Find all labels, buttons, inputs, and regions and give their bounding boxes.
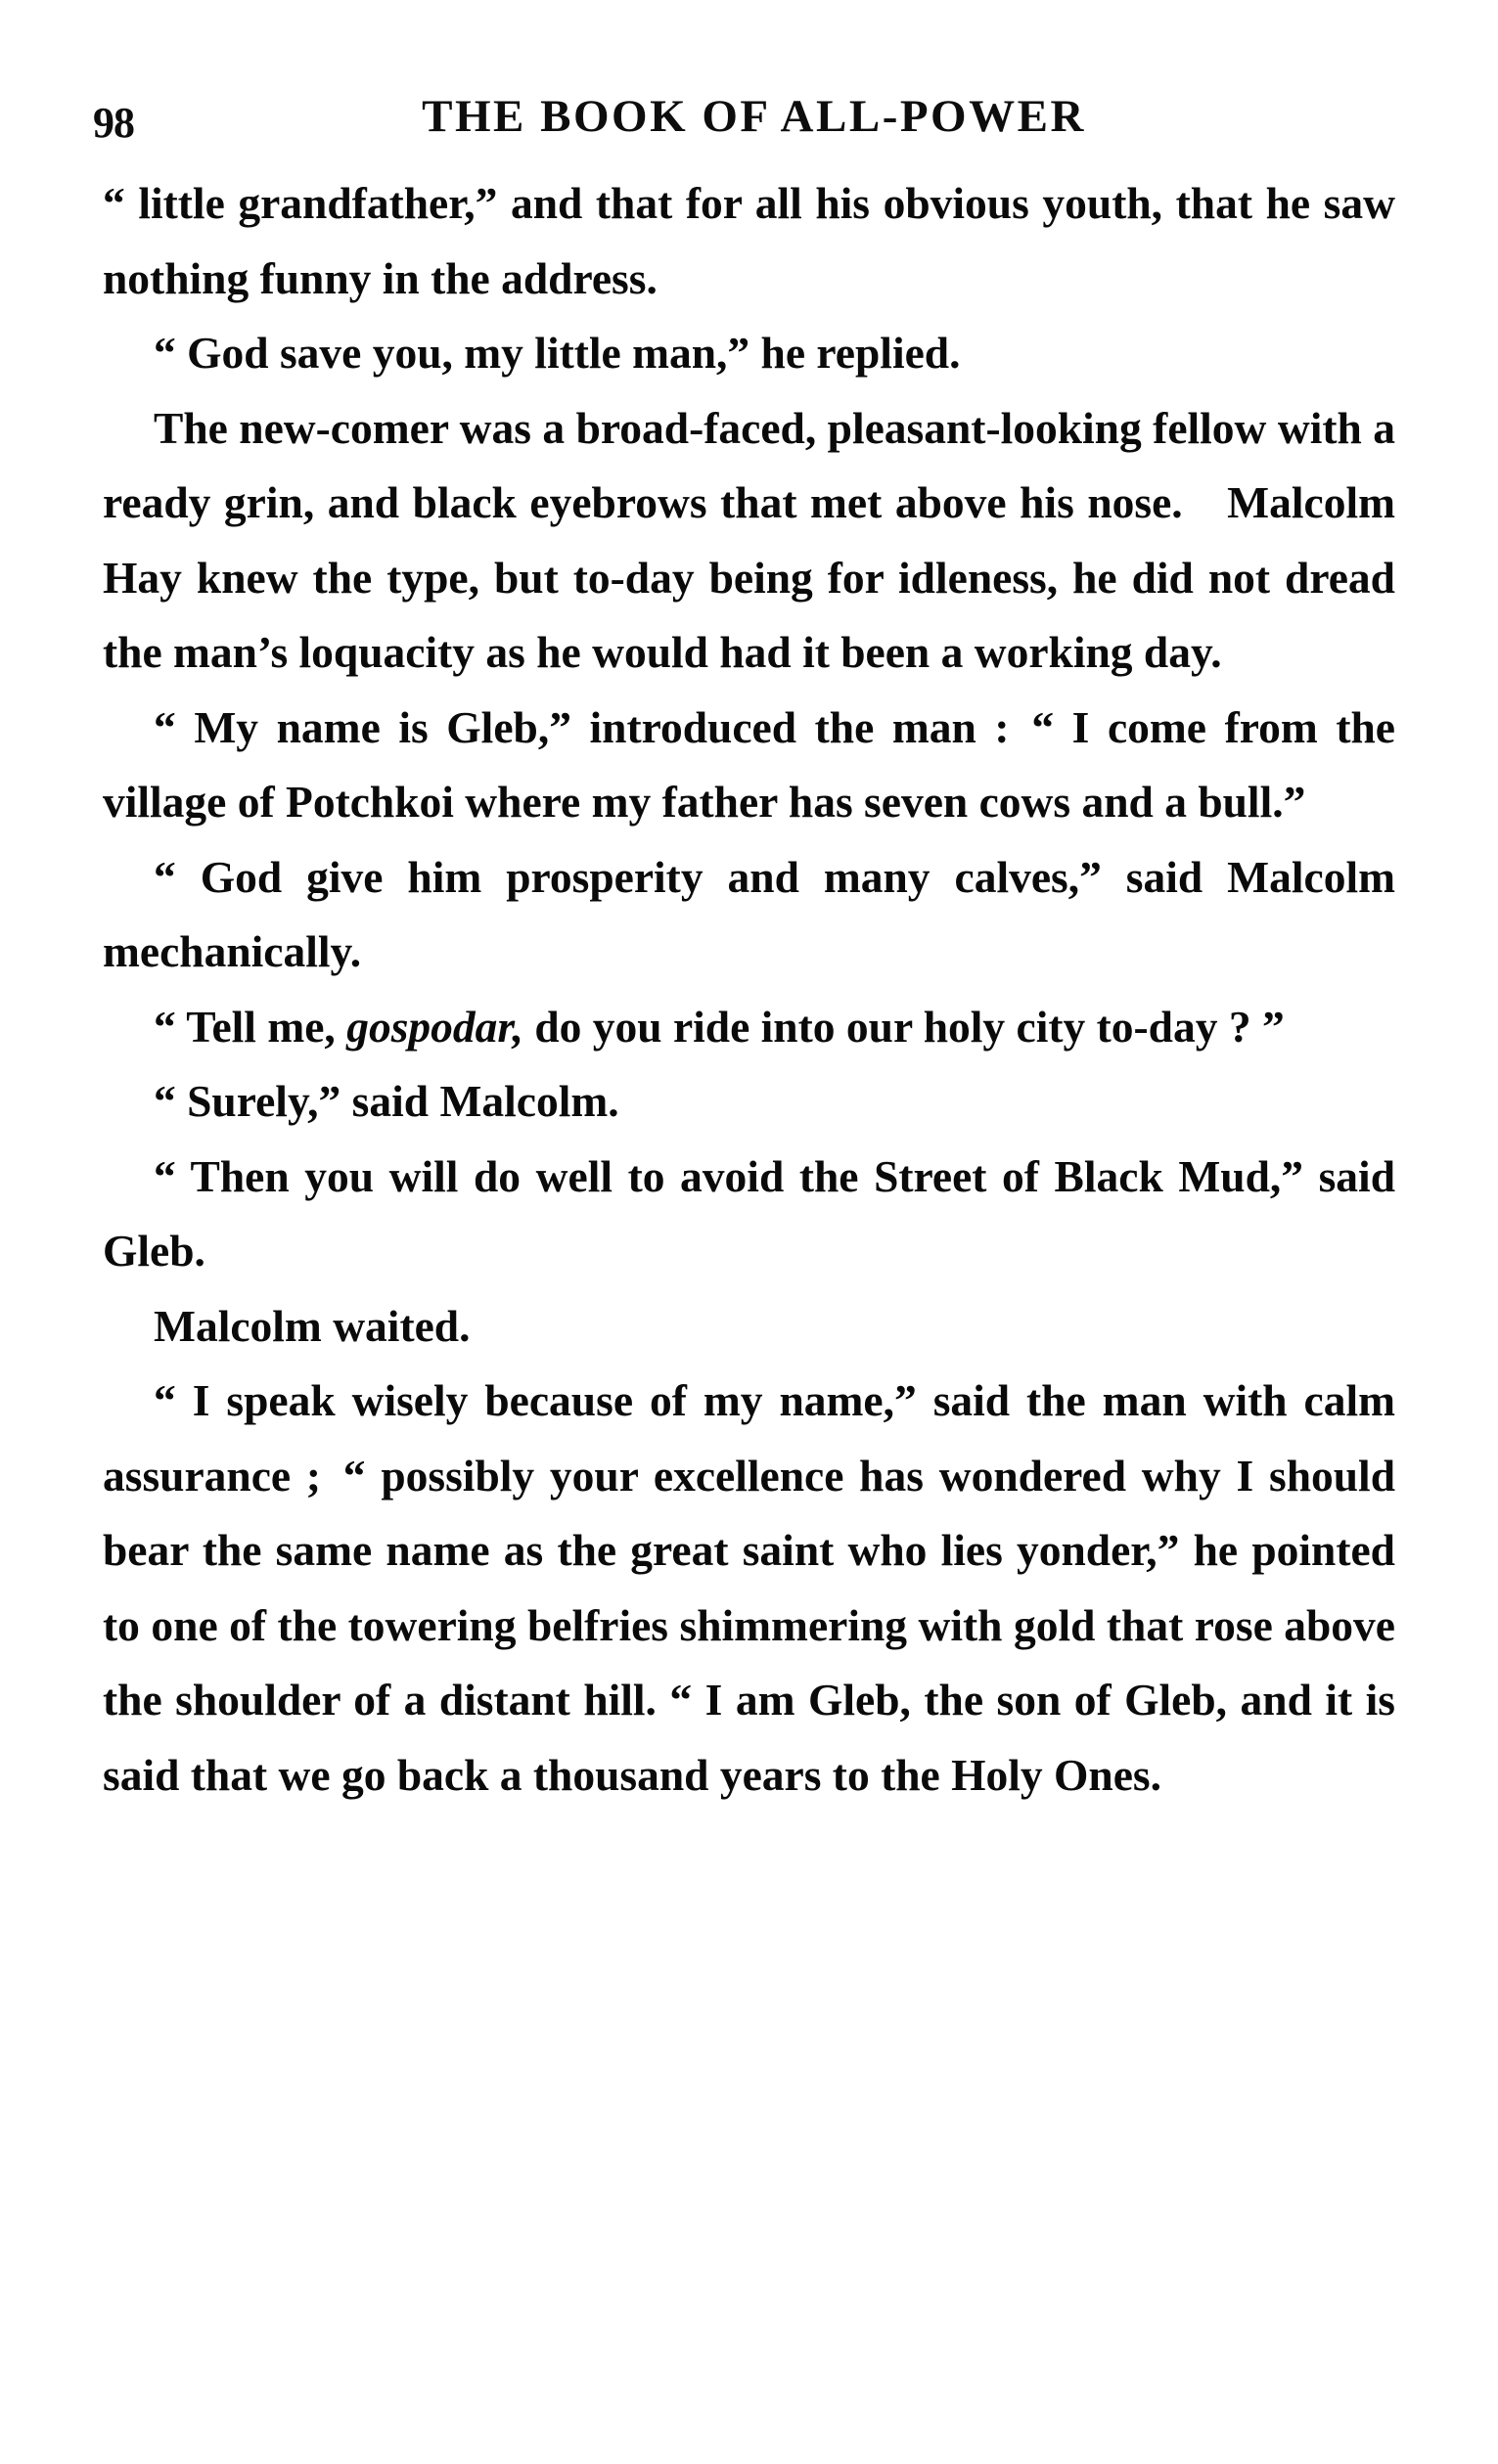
italic-term: gospodar, bbox=[346, 1001, 523, 1052]
page-number: 98 bbox=[93, 99, 134, 147]
paragraph: “ little grandfather,” and that for all his obvious youth, that he saw nothing funny in the address. bbox=[103, 178, 1395, 303]
page-body bbox=[0, 166, 1498, 1813]
paragraph-segment: “ Tell me, bbox=[154, 1001, 347, 1052]
paragraph: “ My name is Gleb,” introduced the man : “ I come from the village of Potchkoi where my father has seven cows and a bull.” bbox=[103, 701, 1395, 827]
paragraph: “ Surely,” said Malcolm. bbox=[154, 1076, 619, 1126]
paragraph: “ I speak wisely because of my name,” said the man with calm assurance ; “ possibly your excellence has wondered why I should bear the same name as the great saint who lies yonder,” he pointed to one of the towering belfries shimmering with gold that rose above the shoulder of a distant hill. “ I am Gleb, the son of Gleb, and it is said that we go back a thousand years to the Holy Ones. bbox=[103, 1375, 1395, 1800]
paragraph: “ Then you will do well to avoid the Street of Black Mud,” said Gleb. bbox=[103, 1150, 1395, 1276]
paragraph: “ God give him prosperity and many calves,” said Malcolm mechanically. bbox=[103, 851, 1395, 976]
paragraph: The new-comer was a broad-faced, pleasant-looking fellow with a ready grin, and black eyebrows that met above his nose. Malcolm Hay knew the type, but to-day being for idleness, he did not dread the man’s loquacity as he would had it been a working day. bbox=[103, 402, 1395, 677]
paragraph: “ God save you, my little man,” he replied. bbox=[154, 328, 961, 378]
paragraph-with-italic bbox=[103, 990, 1395, 1065]
paragraph-segment: do you ride into our holy city to-day ? ” bbox=[522, 1001, 1285, 1052]
page-header bbox=[0, 68, 1498, 166]
paragraph: Malcolm waited. bbox=[154, 1300, 471, 1351]
running-head-title: THE BOOK OF ALL-POWER bbox=[422, 91, 1086, 142]
